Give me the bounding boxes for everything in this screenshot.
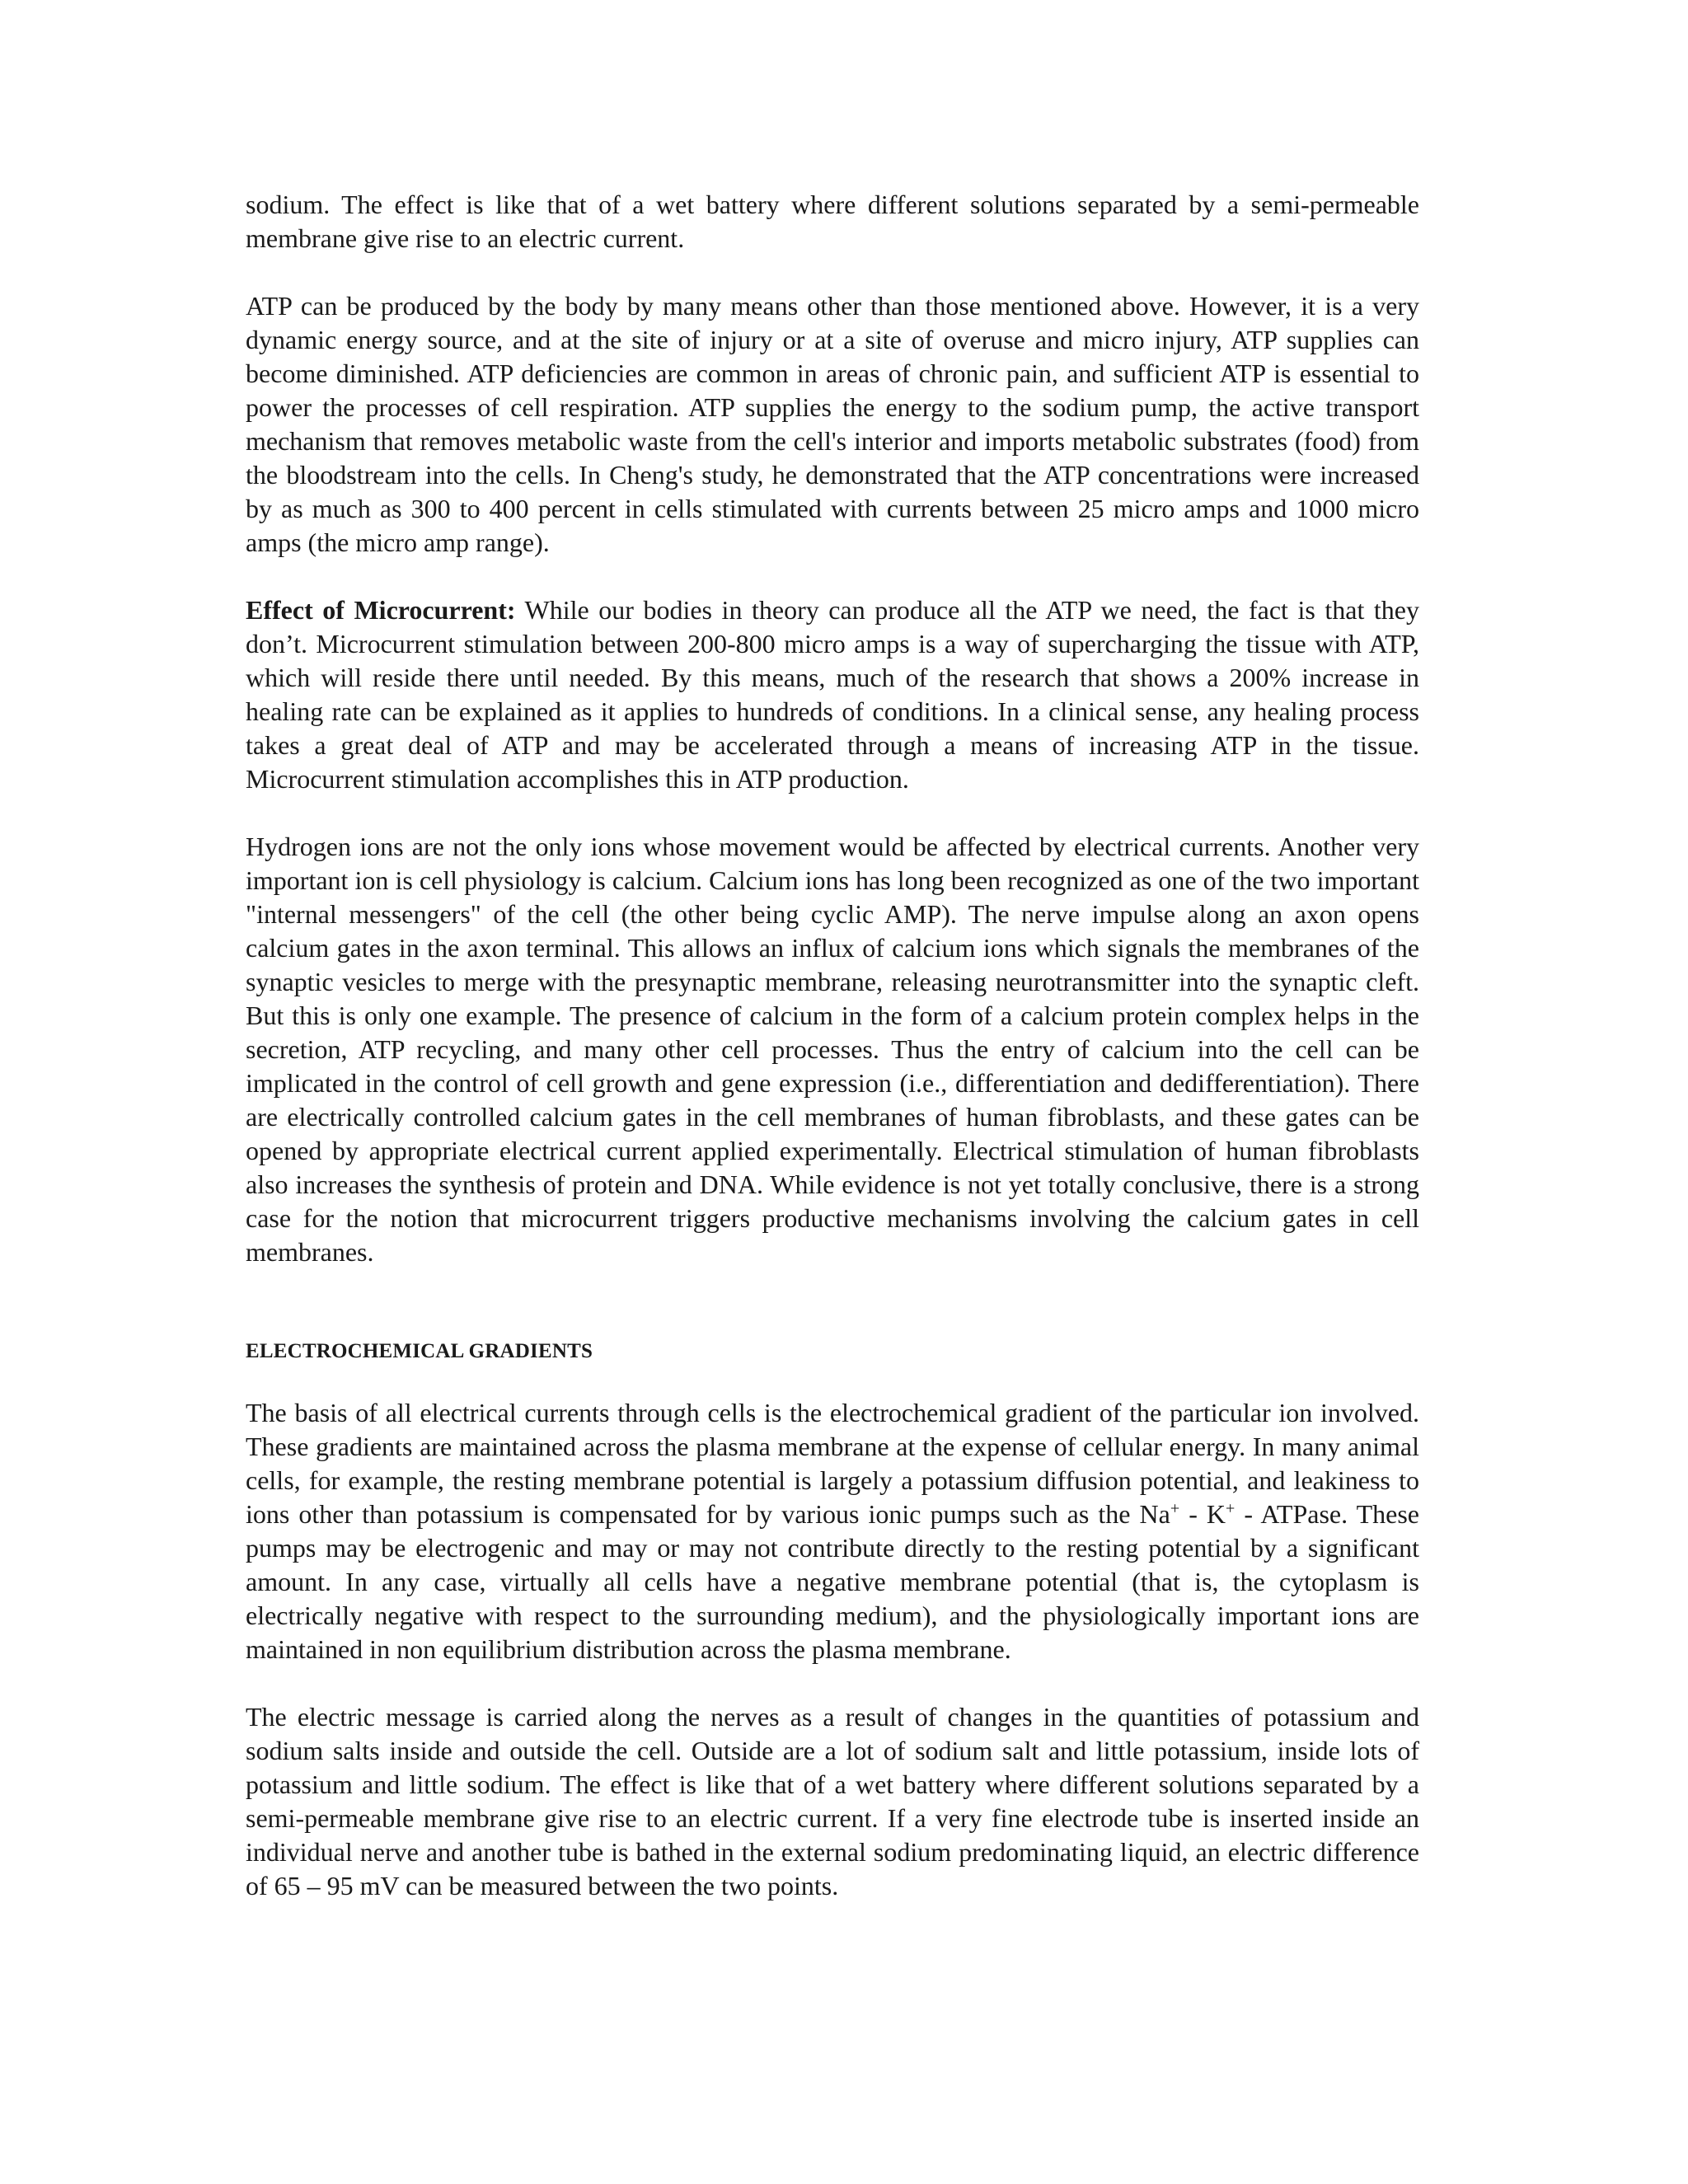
paragraph-text: The basis of all electrical currents through cells is the electrochemical gradient of the particular ion involved. These gradients are maintained across the plasma membrane at the expense of cellular energy. In many animal cells, for example, the resting membrane potential is largely a potassium diffusion potential, and leakiness to ions other than potassium is compensated for by various ionic pumps such as the Na bbox=[246, 1398, 1419, 1529]
section-heading: ELECTROCHEMICAL GRADIENTS bbox=[246, 1340, 593, 1362]
paragraph-lead-in: Effect of Microcurrent: bbox=[246, 595, 516, 625]
paragraph-text: - K bbox=[1179, 1499, 1226, 1529]
paragraph-text: ATP can be produced by the body by many means other than those mentioned above. However, it is a very dynamic energy source, and at the site of injury or at a site of overuse and micro injury, ATP supplies can become diminished. ATP deficiencies are common in areas of chronic pain, and sufficient ATP is essential to power the processes of cell respiration. ATP supplies the energy to the sodium pump, the active transport mechanism that removes metabolic waste from the cell's interior and imports metabolic substrates (food) from the bloodstream into the cells. In Cheng's study, he demonstrated that the ATP concentrations were increased by as much as 300 to 400 percent in cells stimulated with currents between 25 micro amps and 1000 micro amps (the micro amp range). bbox=[246, 291, 1419, 557]
paragraph-effect-of-microcurrent bbox=[246, 593, 1419, 796]
superscript-plus: + bbox=[1170, 1499, 1180, 1518]
paragraph-atp-production bbox=[246, 289, 1419, 560]
paragraph-calcium-ions bbox=[246, 830, 1419, 1269]
paragraph-electrochemical-basis bbox=[246, 1396, 1419, 1666]
paragraph-continuation bbox=[246, 188, 1419, 255]
paragraph-text: The electric message is carried along the nerves as a result of changes in the quantities of potassium and sodium salts inside and outside the cell. Outside are a lot of sodium salt and little potassium, inside lots of potassium and little sodium. The effect is like that of a wet battery where different solutions separated by a semi-permeable membrane give rise to an electric current. If a very fine electrode tube is inserted inside an individual nerve and another tube is bathed in the external sodium predominating liquid, an electric difference of 65 – 95 mV can be measured between the two points. bbox=[246, 1702, 1419, 1900]
paragraph-text: sodium. The effect is like that of a wet battery where different solutions separated by a semi-permeable membrane give rise to an electric current. bbox=[246, 190, 1419, 253]
paragraph-text: While our bodies in theory can produce all the ATP we need, the fact is that they don’t. Microcurrent stimulation between 200-800 micro amps is a way of supercharging the tissue with ATP, which will reside there until needed. By this means, much of the research that shows a 200% increase in healing rate can be explained as it applies to hundreds of conditions. In a clinical sense, any healing process takes a great deal of ATP and may be accelerated through a means of increasing ATP in the tissue. Microcurrent stimulation accomplishes this in ATP production. bbox=[246, 595, 1420, 794]
document-page bbox=[246, 188, 1419, 1903]
paragraph-text: - ATPase. These pumps may be electrogenic and may or may not contribute directly to the resting potential by a significant amount. In any case, virtually all cells have a negative membrane potential (that is, the cytoplasm is electrically negative with respect to the surrounding medium), and the physiologically important ions are maintained in non equilibrium distribution across the plasma membrane. bbox=[246, 1499, 1420, 1664]
paragraph-electric-message bbox=[246, 1700, 1419, 1903]
paragraph-text: Hydrogen ions are not the only ions whose movement would be affected by electrical currents. Another very important ion is cell physiology is calcium. Calcium ions has long been recognized as one of the two important "internal messengers" of the cell (the other being cyclic AMP). The nerve impulse along an axon opens calcium gates in the axon terminal. This allows an influx of calcium ions which signals the membranes of the synaptic vesicles to merge with the presynaptic membrane, releasing neurotransmitter into the synaptic cleft. But this is only one example. The presence of calcium in the form of a calcium protein complex helps in the secretion, ATP recycling, and many other cell processes. Thus the entry of calcium into the cell can be implicated in the control of cell growth and gene expression (i.e., differentiation and dedifferentiation). There are electrically controlled calcium gates in the cell membranes of human fibroblasts, and these gates can be opened by appropriate electrical current applied experimentally. Electrical stimulation of human fibroblasts also increases the synthesis of protein and DNA. While evidence is not yet totally conclusive, there is a strong case for the notion that microcurrent triggers productive mechanisms involving the calcium gates in cell membranes. bbox=[246, 832, 1419, 1267]
superscript-plus: + bbox=[1226, 1499, 1236, 1518]
